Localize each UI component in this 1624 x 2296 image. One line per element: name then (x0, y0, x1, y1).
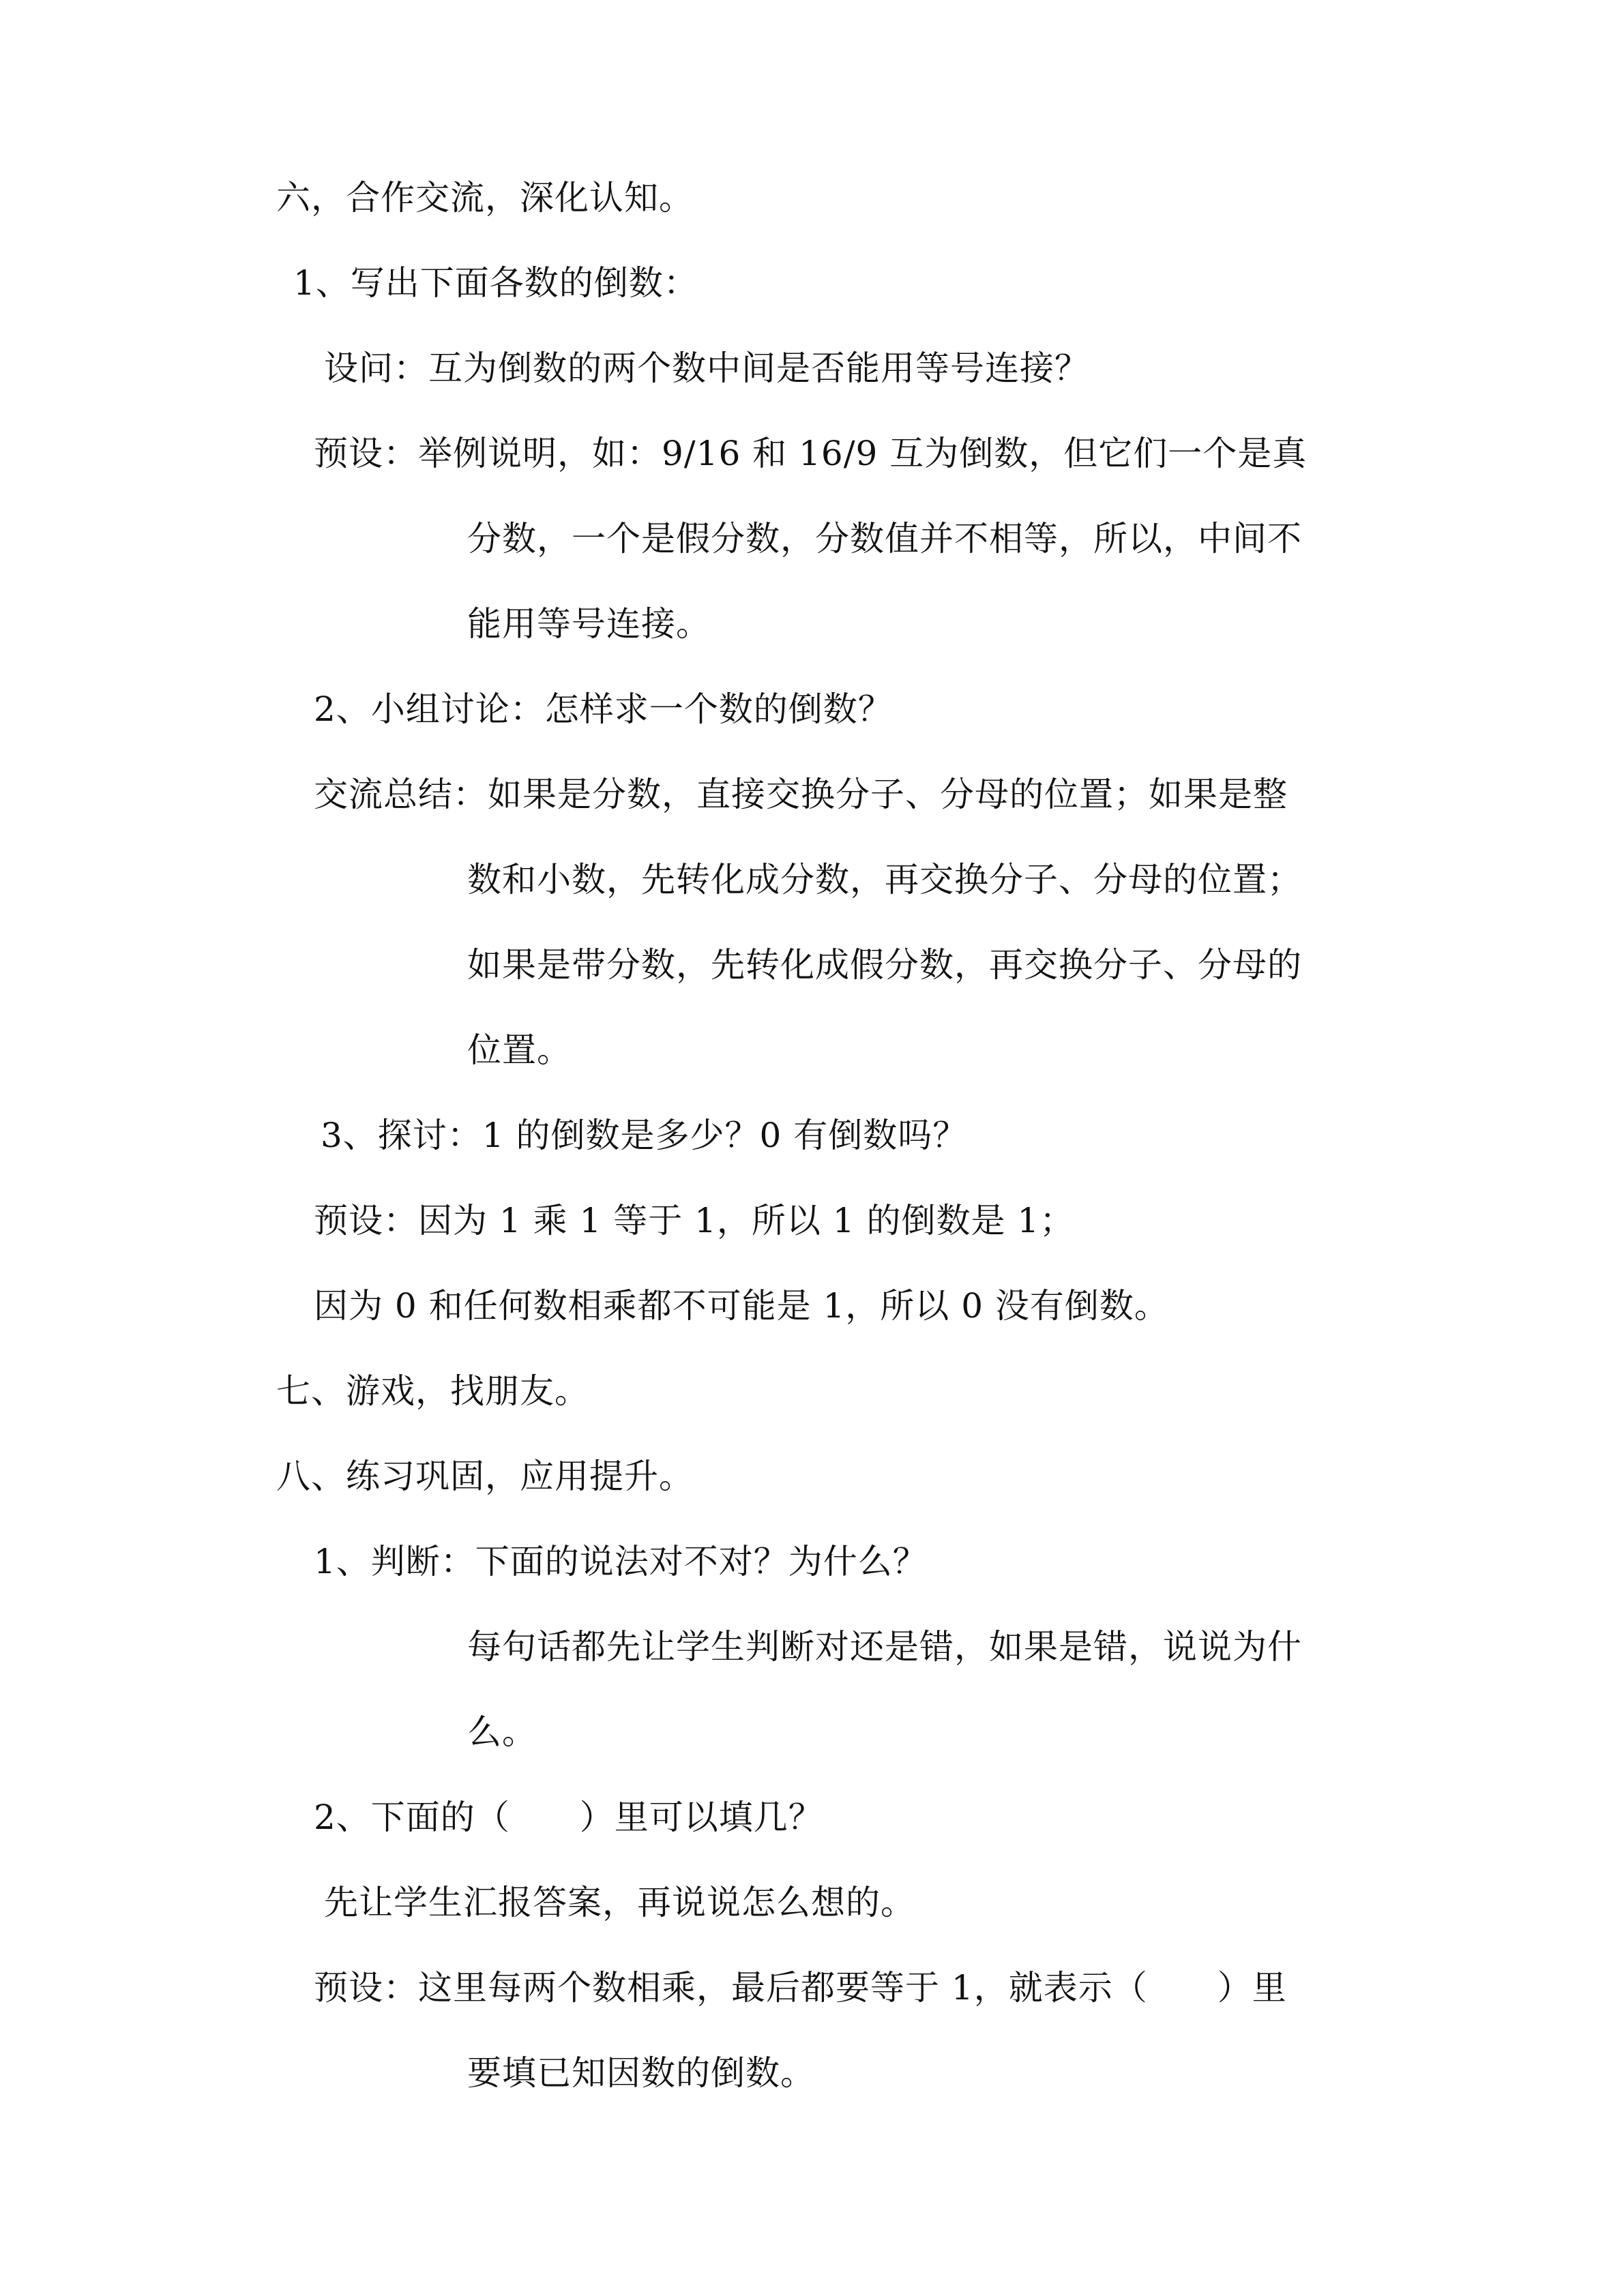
exercise-2-instruction: 先让学生汇报答案，再说说怎么想的。 (324, 1883, 915, 1922)
summary-text-line-2: 数和小数，先转化成分数，再交换分子、分母的位置； (467, 860, 1302, 899)
exercise-1-text-line-1: 每句话都先让学生判断对还是错，如果是错，说说为什 (467, 1627, 1302, 1667)
item-3-heading: 3、探讨：1 的倒数是多少？0 有倒数吗？ (321, 1116, 968, 1155)
preset-reciprocal-one: 预设：因为 1 乘 1 等于 1，所以 1 的倒数是 1； (314, 1201, 1075, 1240)
preset-reciprocal-zero: 因为 0 和任何数相乘都不可能是 1，所以 0 没有倒数。 (314, 1286, 1169, 1326)
preset-text-line-1: 预设：举例说明，如：9/16 和 16/9 互为倒数，但它们一个是真 (314, 434, 1308, 473)
summary-text-line-3: 如果是带分数，先转化成假分数，再交换分子、分母的 (467, 945, 1302, 985)
preset-text-line-3: 能用等号连接。 (467, 604, 711, 644)
summary-text-line-4: 位置。 (467, 1030, 572, 1070)
exercise-2-preset-line-1: 预设：这里每两个数相乘，最后都要等于 1，就表示（ ）里 (314, 1968, 1287, 2008)
section-heading-7: 七、游戏，找朋友。 (276, 1371, 589, 1411)
exercise-1-text-line-2: 么。 (467, 1712, 537, 1752)
summary-text-line-1: 交流总结：如果是分数，直接交换分子、分母的位置；如果是整 (314, 775, 1288, 814)
item-2-heading: 2、小组讨论：怎样求一个数的倒数？ (314, 689, 893, 729)
exercise-1-heading: 1、判断：下面的说法对不对？为什么？ (314, 1542, 928, 1581)
item-1-heading: 1、写出下面各数的倒数： (293, 263, 698, 303)
exercise-2-preset-line-2: 要填已知因数的倒数。 (467, 2053, 815, 2093)
section-heading-8: 八、练习巩固，应用提升。 (276, 1457, 694, 1496)
question-text: 设问：互为倒数的两个数中间是否能用等号连接？ (324, 348, 1089, 388)
section-heading-6: 六，合作交流，深化认知。 (276, 178, 694, 218)
exercise-2-heading: 2、下面的（ ）里可以填几？ (314, 1798, 823, 1837)
preset-text-line-2: 分数，一个是假分数，分数值并不相等，所以，中间不 (467, 519, 1302, 558)
